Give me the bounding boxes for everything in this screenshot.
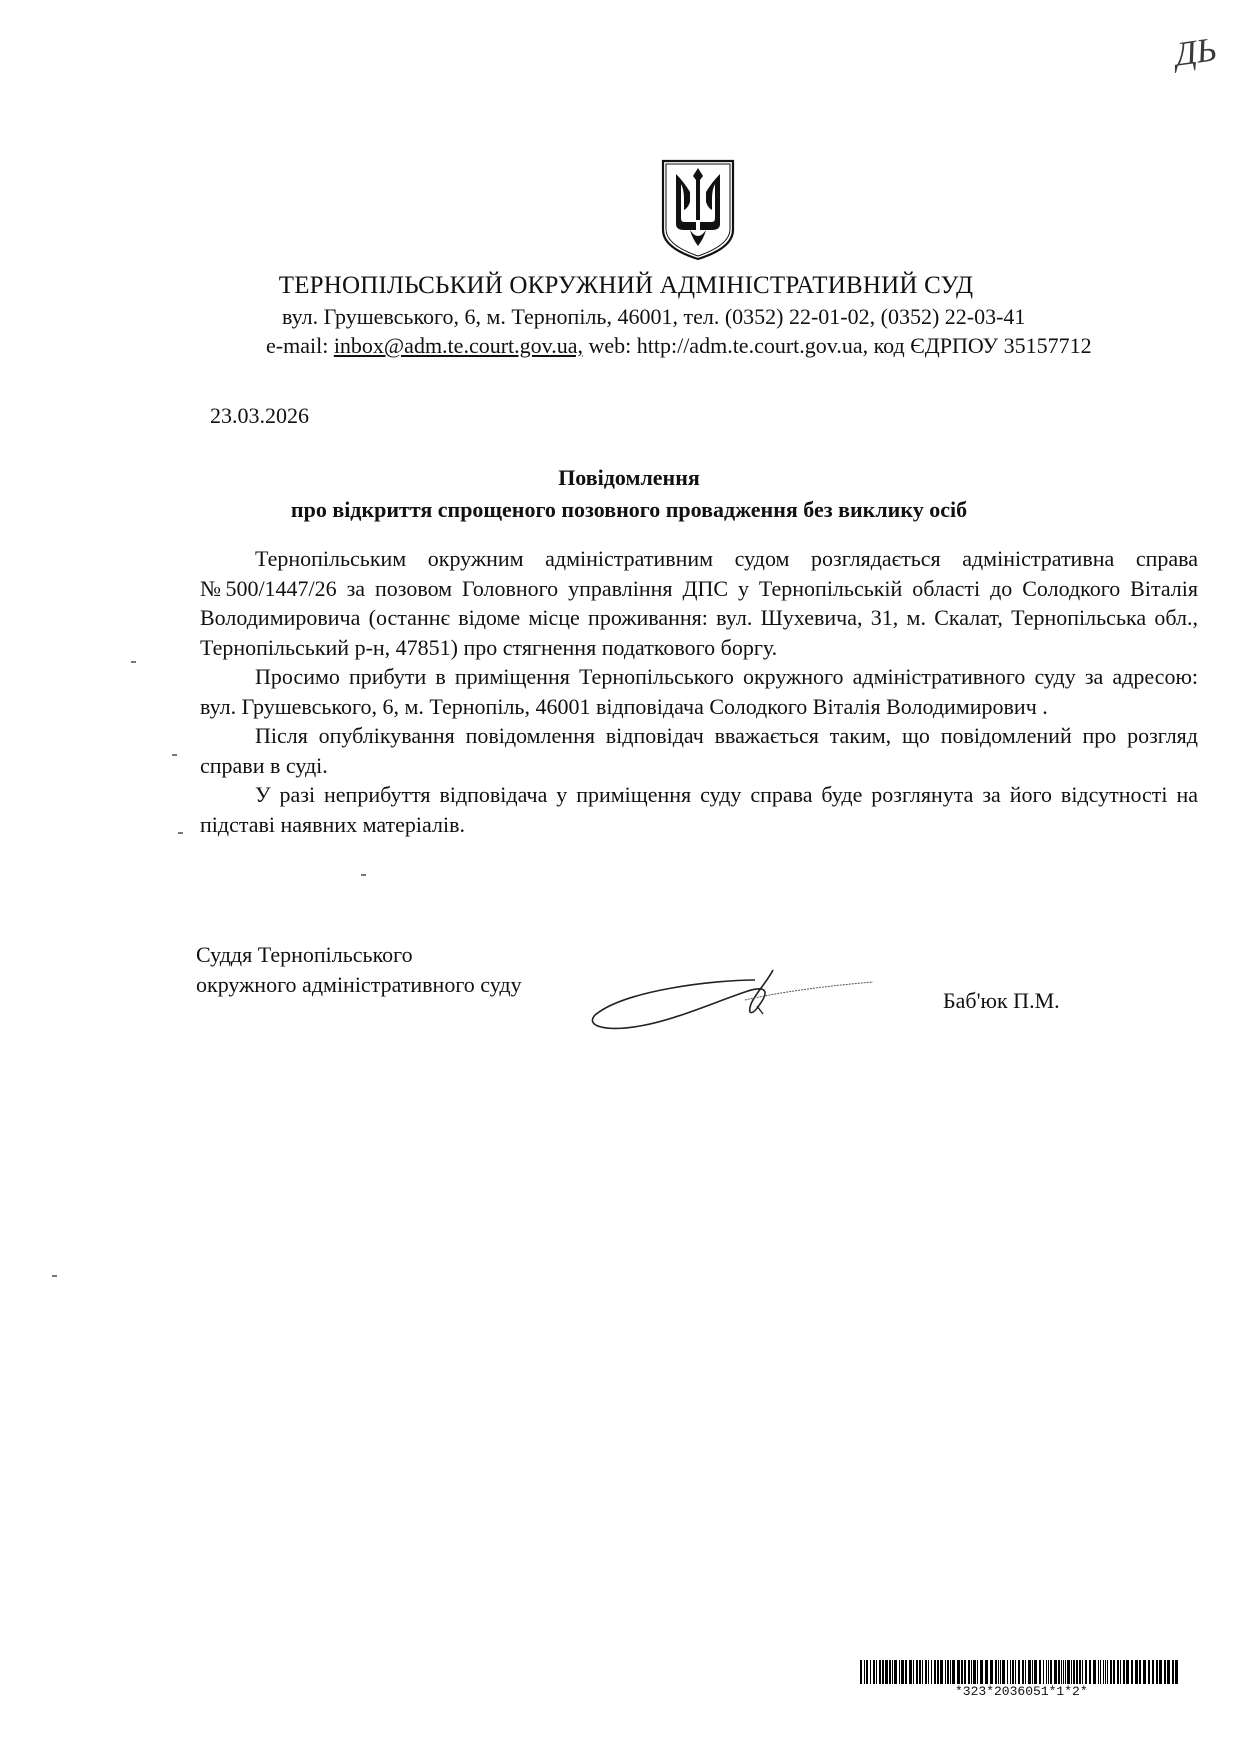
- document-subtitle: про відкриття спрощеного позовного провадження без виклику осіб: [290, 497, 968, 522]
- scan-speck: [131, 661, 136, 663]
- signer-title-line-1: Суддя Тернопільського: [196, 942, 413, 967]
- barcode: [860, 1660, 1182, 1684]
- scan-speck: [178, 832, 183, 834]
- court-contacts: [266, 333, 1092, 359]
- signer-title: [196, 940, 522, 1000]
- court-address: вул. Грушевського, 6, м. Тернопіль, 46001, тел. (0352) 22-01-02, (0352) 22-03-41: [282, 304, 1026, 329]
- document-title: Повідомлення: [558, 465, 700, 490]
- scan-speck: [361, 874, 366, 876]
- scan-speck: [52, 1275, 57, 1277]
- court-name: ТЕРНОПІЛЬСЬКИЙ ОКРУЖНИЙ АДМІНІСТРАТИВНИЙ СУД: [278, 272, 974, 299]
- court-web-and-code: web: http://adm.te.court.gov.ua, код ЄДРПОУ 35157712: [588, 333, 1092, 358]
- paragraph-case-info: Тернопільським окружним адміністративним судом розглядається адміністративна справа №500/1447/26 за позовом Головного управління ДПС у Тернопільській області до Солодкого Віталія Володимировича (останнє відоме місце проживання: вул. Шухевича, 31, м. Скалат, Тернопільська обл., Тернопільський р-н, 47851) про стягнення податкового боргу.: [200, 546, 1198, 660]
- email-label: e-mail:: [266, 333, 329, 358]
- paragraph-summons: Просимо прибути в приміщення Тернопільського окружного адміністративного суду за адресою: вул. Грушевського, 6, м. Тернопіль, 46001 відповідача Солодкого Віталія Володимирович .: [200, 664, 1198, 719]
- handwritten-signature: [585, 960, 875, 1040]
- page-number-handwritten: ДЬ: [1172, 31, 1219, 74]
- signer-name: Баб'юк П.М.: [943, 988, 1060, 1013]
- paragraph-publication: Після опублікування повідомлення відповідач вважається таким, що повідомлений про розгляд справи в суді.: [200, 723, 1198, 778]
- trident-emblem-icon: [660, 158, 736, 262]
- notice-body: [200, 544, 1198, 839]
- signer-title-line-2: окружного адміністративного суду: [196, 972, 522, 997]
- barcode-label: *323*2036051*1*2*: [955, 1684, 1088, 1699]
- paragraph-absence: У разі неприбуття відповідача у приміщення суду справа буде розглянута за його відсутності на підставі наявних матеріалів.: [200, 782, 1198, 837]
- court-email-link[interactable]: inbox@adm.te.court.gov.ua,: [333, 333, 583, 358]
- document-date: 23.03.2026: [210, 403, 309, 428]
- scan-speck: [172, 754, 177, 756]
